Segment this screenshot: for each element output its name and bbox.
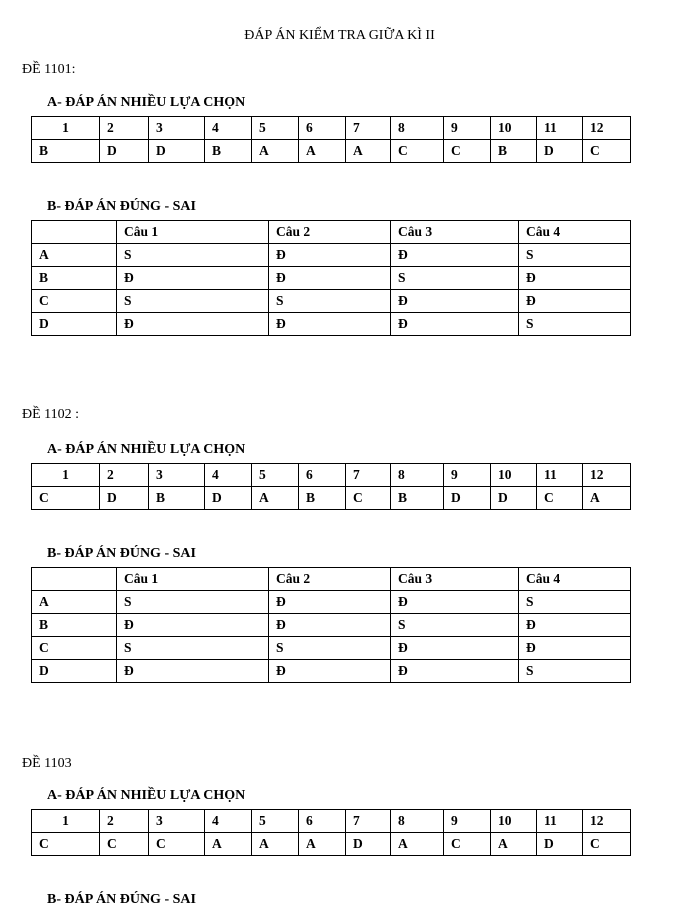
true-false-table: [31, 220, 631, 336]
question-number-cell: 10: [491, 117, 537, 140]
question-number-cell: 3: [149, 117, 205, 140]
question-number-cell: 2: [100, 810, 149, 833]
true-false-header-row: [32, 568, 631, 591]
true-false-cell: Đ: [269, 591, 391, 614]
table-row: [32, 267, 631, 290]
answer-cell: C: [583, 833, 631, 856]
question-number-cell: 8: [391, 117, 444, 140]
answer-cell: A: [583, 487, 631, 510]
true-false-cell: S: [117, 591, 269, 614]
true-false-cell: Đ: [391, 244, 519, 267]
question-number-cell: 9: [444, 117, 491, 140]
true-false-cell: Đ: [519, 267, 631, 290]
question-number-cell: 6: [299, 810, 346, 833]
question-number-cell: 2: [100, 117, 149, 140]
table-row: [32, 244, 631, 267]
true-false-cell: S: [519, 591, 631, 614]
row-label: C: [32, 637, 117, 660]
page-title: ĐÁP ÁN KIỂM TRA GIỮA KÌ II: [244, 28, 435, 43]
table-row: [32, 290, 631, 313]
question-number-cell: 10: [491, 810, 537, 833]
question-number-cell: 1: [32, 117, 100, 140]
column-header: Câu 4: [519, 221, 631, 244]
table-row: [32, 591, 631, 614]
question-number-cell: 8: [391, 464, 444, 487]
true-false-cell: S: [117, 637, 269, 660]
row-label: A: [32, 591, 117, 614]
question-number-cell: 12: [583, 464, 631, 487]
question-number-row: [32, 810, 631, 833]
answer-cell: D: [205, 487, 252, 510]
question-number-cell: 8: [391, 810, 444, 833]
question-number-cell: 5: [252, 117, 299, 140]
true-false-cell: Đ: [519, 637, 631, 660]
true-false-cell: S: [269, 637, 391, 660]
true-false-cell: Đ: [117, 660, 269, 683]
question-number-cell: 7: [346, 810, 391, 833]
true-false-cell: Đ: [269, 313, 391, 336]
answer-cell: B: [299, 487, 346, 510]
true-false-cell: Đ: [391, 313, 519, 336]
column-header: [32, 568, 117, 591]
answer-cell: A: [252, 833, 299, 856]
multiple-choice-table: [31, 463, 631, 510]
exam-code-label: ĐỀ 1101:: [22, 62, 76, 77]
question-number-cell: 10: [491, 464, 537, 487]
question-number-cell: 5: [252, 464, 299, 487]
question-number-cell: 11: [537, 117, 583, 140]
true-false-cell: Đ: [269, 244, 391, 267]
answer-cell: A: [346, 140, 391, 163]
answer-cell: A: [205, 833, 252, 856]
answer-cell: C: [346, 487, 391, 510]
answer-cell: B: [149, 487, 205, 510]
answer-cell: D: [537, 833, 583, 856]
column-header: Câu 3: [391, 221, 519, 244]
answer-cell: A: [252, 140, 299, 163]
answer-cell: D: [100, 487, 149, 510]
table-row: [32, 313, 631, 336]
question-number-cell: 11: [537, 810, 583, 833]
true-false-cell: Đ: [117, 313, 269, 336]
column-header: Câu 1: [117, 568, 269, 591]
question-number-cell: 1: [32, 464, 100, 487]
column-header: Câu 2: [269, 568, 391, 591]
question-number-cell: 3: [149, 464, 205, 487]
question-number-cell: 9: [444, 810, 491, 833]
question-number-cell: 2: [100, 464, 149, 487]
row-label: D: [32, 313, 117, 336]
column-header: Câu 1: [117, 221, 269, 244]
answer-cell: A: [299, 833, 346, 856]
table-row: [32, 637, 631, 660]
answer-row: [32, 487, 631, 510]
row-label: A: [32, 244, 117, 267]
answer-cell: C: [444, 833, 491, 856]
column-header: Câu 2: [269, 221, 391, 244]
answer-cell: C: [32, 487, 100, 510]
row-label: C: [32, 290, 117, 313]
multiple-choice-title: A- ĐÁP ÁN NHIỀU LỰA CHỌN: [47, 788, 246, 803]
true-false-cell: Đ: [519, 290, 631, 313]
question-number-cell: 1: [32, 810, 100, 833]
true-false-cell: S: [269, 290, 391, 313]
answer-row: [32, 833, 631, 856]
true-false-cell: S: [519, 660, 631, 683]
true-false-cell: Đ: [391, 660, 519, 683]
true-false-title: B- ĐÁP ÁN ĐÚNG - SAI: [47, 892, 196, 907]
question-number-row: [32, 117, 631, 140]
answer-cell: C: [149, 833, 205, 856]
column-header: Câu 4: [519, 568, 631, 591]
true-false-cell: S: [117, 290, 269, 313]
exam-code-label: ĐỀ 1102 :: [22, 407, 80, 422]
true-false-cell: Đ: [391, 591, 519, 614]
answer-cell: D: [491, 487, 537, 510]
answer-cell: A: [299, 140, 346, 163]
answer-cell: C: [444, 140, 491, 163]
answer-cell: A: [252, 487, 299, 510]
true-false-cell: Đ: [391, 290, 519, 313]
true-false-cell: Đ: [269, 660, 391, 683]
true-false-cell: Đ: [269, 267, 391, 290]
question-number-cell: 12: [583, 810, 631, 833]
question-number-cell: 4: [205, 810, 252, 833]
multiple-choice-table: [31, 116, 631, 163]
answer-cell: C: [583, 140, 631, 163]
column-header: Câu 3: [391, 568, 519, 591]
true-false-title: B- ĐÁP ÁN ĐÚNG - SAI: [47, 546, 196, 561]
true-false-header-row: [32, 221, 631, 244]
true-false-cell: Đ: [269, 614, 391, 637]
true-false-cell: S: [391, 267, 519, 290]
answer-cell: B: [391, 487, 444, 510]
table-row: [32, 614, 631, 637]
question-number-cell: 6: [299, 464, 346, 487]
question-number-cell: 4: [205, 117, 252, 140]
true-false-cell: S: [519, 244, 631, 267]
multiple-choice-title: A- ĐÁP ÁN NHIỀU LỰA CHỌN: [47, 95, 246, 110]
answer-row: [32, 140, 631, 163]
column-header: [32, 221, 117, 244]
true-false-cell: S: [391, 614, 519, 637]
answer-cell: C: [537, 487, 583, 510]
question-number-cell: 9: [444, 464, 491, 487]
answer-cell: C: [391, 140, 444, 163]
question-number-cell: 11: [537, 464, 583, 487]
multiple-choice-title: A- ĐÁP ÁN NHIỀU LỰA CHỌN: [47, 442, 246, 457]
true-false-table: [31, 567, 631, 683]
row-label: B: [32, 614, 117, 637]
answer-cell: D: [444, 487, 491, 510]
answer-cell: A: [491, 833, 537, 856]
answer-cell: C: [32, 833, 100, 856]
answer-cell: A: [391, 833, 444, 856]
true-false-cell: S: [117, 244, 269, 267]
true-false-title: B- ĐÁP ÁN ĐÚNG - SAI: [47, 199, 196, 214]
question-number-cell: 5: [252, 810, 299, 833]
question-number-cell: 12: [583, 117, 631, 140]
row-label: D: [32, 660, 117, 683]
answer-cell: B: [205, 140, 252, 163]
question-number-cell: 4: [205, 464, 252, 487]
question-number-row: [32, 464, 631, 487]
answer-cell: D: [100, 140, 149, 163]
exam-code-label: ĐỀ 1103: [22, 756, 72, 771]
answer-cell: C: [100, 833, 149, 856]
answer-cell: D: [346, 833, 391, 856]
true-false-cell: Đ: [391, 637, 519, 660]
table-row: [32, 660, 631, 683]
question-number-cell: 6: [299, 117, 346, 140]
answer-cell: B: [491, 140, 537, 163]
true-false-cell: Đ: [519, 614, 631, 637]
question-number-cell: 7: [346, 464, 391, 487]
question-number-cell: 3: [149, 810, 205, 833]
answer-cell: D: [537, 140, 583, 163]
true-false-cell: Đ: [117, 267, 269, 290]
row-label: B: [32, 267, 117, 290]
true-false-cell: S: [519, 313, 631, 336]
multiple-choice-table: [31, 809, 631, 856]
answer-cell: B: [32, 140, 100, 163]
true-false-cell: Đ: [117, 614, 269, 637]
answer-cell: D: [149, 140, 205, 163]
question-number-cell: 7: [346, 117, 391, 140]
